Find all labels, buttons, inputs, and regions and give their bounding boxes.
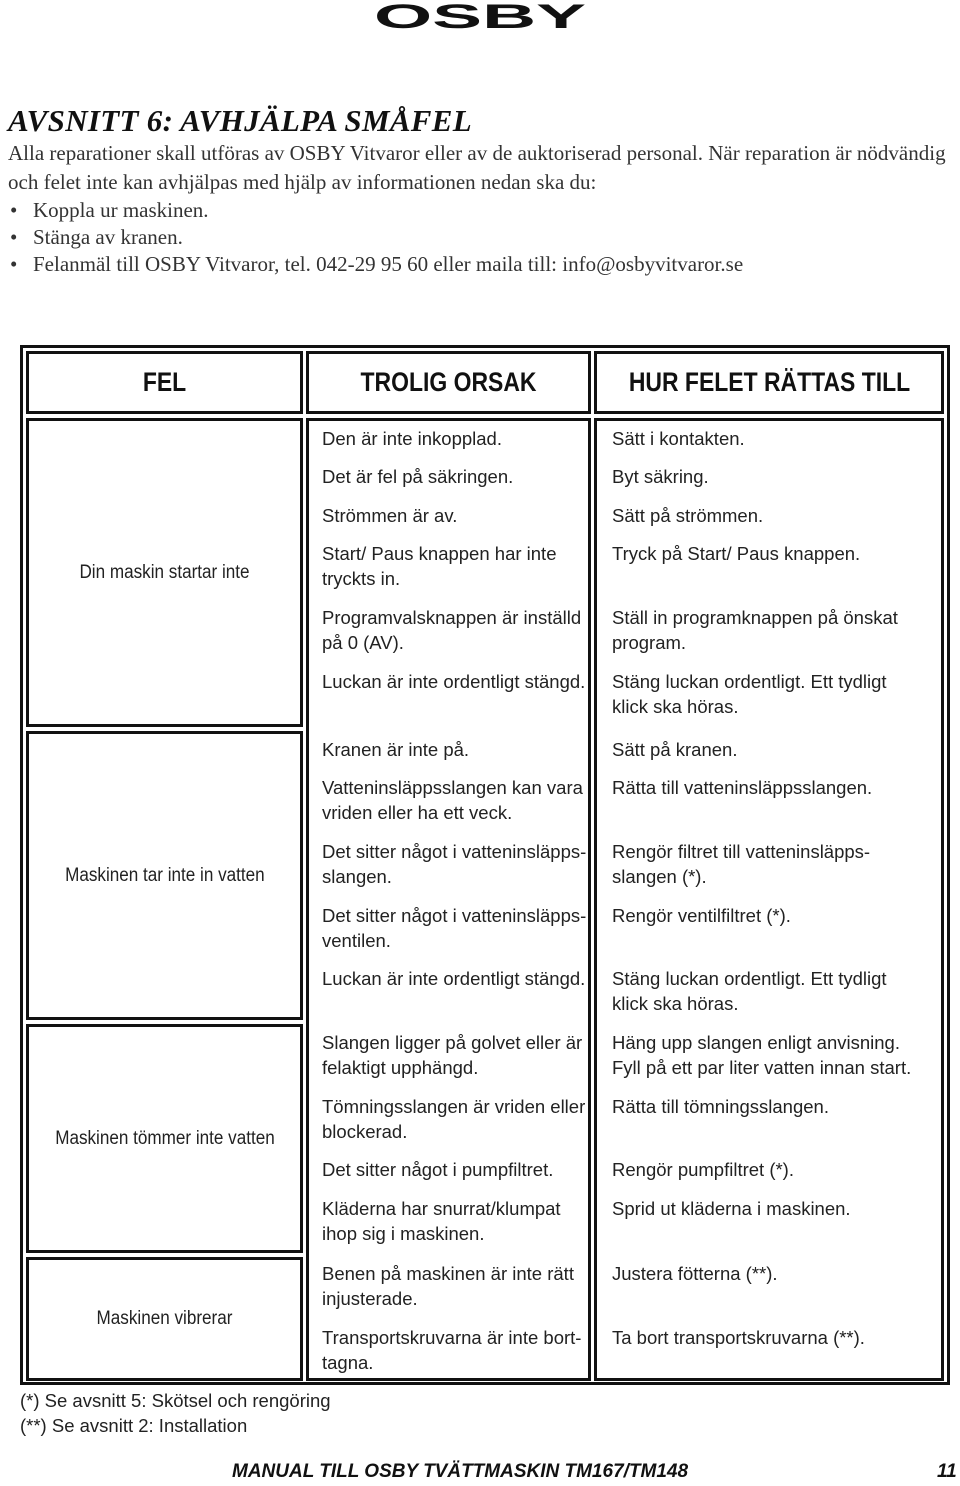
fel-cell: Din maskin startar inte [26,418,303,727]
cause-text: Det är fel på säkringen. [322,466,514,487]
fix-text: Tryck på Start/ Paus knappen. [612,543,861,564]
fel-cell: Maskinen tar inte in vatten [26,731,303,1020]
header-trolig-orsak: TROLIG ORSAK [306,351,591,414]
cause-text: Kläderna har snurrat/klumpat ihop sig i maskinen. [322,1198,561,1244]
fix-text: Ställ in programknappen på önskat program. [612,607,898,653]
fix-text: Ta bort transportskruvarna (**). [612,1327,865,1348]
footnote: (*) Se avsnitt 5: Skötsel och rengöring [20,1390,331,1411]
instruction-list [8,197,953,278]
page-number: 11 [937,1461,957,1482]
fix-text: Sätt i kontakten. [612,428,745,449]
section-title: AVSNITT 6: AVHJÄLPA SMÅFEL [8,103,472,138]
osby-logo-mark [370,0,590,34]
fix-text: Sprid ut kläderna i maskinen. [612,1198,851,1219]
cause-text: Kranen är inte på. [322,739,470,760]
bullet-icon: • [10,225,18,249]
fel-cell: Maskinen tömmer inte vatten [26,1024,303,1253]
footer-manual-title: MANUAL TILL OSBY TVÄTTMASKIN TM167/TM148 [232,1461,689,1482]
fix-text: Justera fötterna (**). [612,1263,778,1284]
cause-text: Programvalsknappen är inställd på 0 (AV). [322,607,582,653]
fix-text: Rengör ventilfiltret (*). [612,905,791,926]
cause-text: Den är inte inkopplad. [322,428,502,449]
footnotes [20,1388,331,1438]
header-hur-felet-rattas: HUR FELET RÄTTAS TILL [594,351,944,414]
footnote: (**) Se avsnitt 2: Installation [20,1415,248,1436]
cause-text: Vatteninsläppsslangen kan vara vriden eller ha ett veck. [322,777,583,823]
cause-text: Det sitter något i vatteninsläpps- ventilen. [322,905,587,951]
cause-text: Luckan är inte ordentligt stängd. [322,671,586,692]
instruction-text: Koppla ur maskinen. [33,198,209,222]
section-intro [8,103,953,278]
fix-text: Rengör filtret till vatteninsläpps- slangen (*). [612,841,871,887]
fix-text: Sätt på strömmen. [612,505,764,526]
cause-text: Transportskruvarna är inte bort- tagna. [322,1327,582,1373]
instruction-text: Felanmäl till OSBY Vitvaror, tel. 042-29 95 60 eller maila till: info@osbyvitvaror.se [33,252,744,276]
instruction-item [8,251,953,278]
fel-cell: Maskinen vibrerar [26,1257,303,1381]
instruction-item [8,224,953,251]
cause-text: Det sitter något i pumpfiltret. [322,1159,554,1180]
cause-text: Luckan är inte ordentligt stängd. [322,968,586,989]
osby-logo [0,0,960,39]
osby-logo-text: OSBY [374,0,587,34]
cause-text: Benen på maskinen är inte rätt injusterade. [322,1263,574,1309]
cause-text: Start/ Paus knappen har inte tryckts in. [322,543,557,589]
header-fel: FEL [26,351,303,414]
fix-text: Stäng luckan ordentligt. Ett tydligt klick ska höras. [612,968,887,1014]
cause-text: Tömningsslangen är vriden eller blockerad. [322,1096,586,1142]
fix-text: Stäng luckan ordentligt. Ett tydligt klick ska höras. [612,671,887,717]
fix-text: Sätt på kranen. [612,739,738,760]
cause-text: Strömmen är av. [322,505,458,526]
fix-text: Rätta till tömningsslangen. [612,1096,829,1117]
fix-text: Byt säkring. [612,466,709,487]
fix-text: Rätta till vatteninsläppsslangen. [612,777,873,798]
instruction-item [8,197,953,224]
intro-paragraph: Alla reparationer skall utföras av OSBY Vitvaror eller av de auktoriserad personal. När reparation är nödvändig och felet inte kan avhjälpas med hjälp av informationen nedan ska du: [8,141,946,194]
instruction-text: Stänga av kranen. [33,225,183,249]
fix-text: Häng upp slangen enligt anvisning. Fyll på ett par liter vatten innan start. [612,1032,912,1078]
cause-text: Det sitter något i vatteninsläpps- slangen. [322,841,587,887]
bullet-icon: • [10,252,18,276]
bullet-icon: • [10,198,18,222]
fix-text: Rengör pumpfiltret (*). [612,1159,794,1180]
cause-text: Slangen ligger på golvet eller är felaktigt upphängd. [322,1032,583,1078]
